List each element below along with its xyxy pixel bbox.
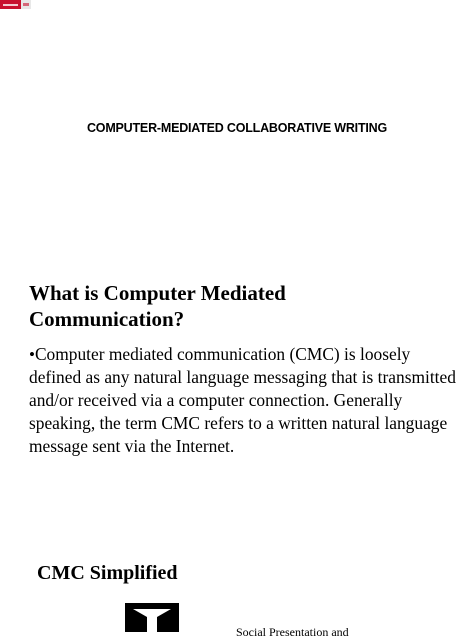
bullet-marker: • [29, 345, 35, 364]
publisher-logo [0, 0, 31, 9]
definition-text: Computer mediated communication (CMC) is loosely defined as any natural language messaging that is transmitted and/or received via a computer connection. Generally speaking, the term CMC refers to a written natural language message sent via the Internet. [29, 344, 456, 456]
diagram-figure [125, 603, 179, 632]
section-heading-line-2: Communication? [29, 307, 185, 331]
logo-red-block [0, 0, 21, 9]
diagram-caption: Social Presentation and [236, 625, 349, 639]
logo-tail [21, 0, 31, 9]
section-heading [29, 280, 449, 332]
cmc-simplified-heading: CMC Simplified [37, 562, 178, 584]
slide-title: COMPUTER-MEDIATED COLLABORATIVE WRITING [86, 121, 388, 135]
section-heading-line-1: What is Computer Mediated [29, 281, 286, 305]
definition-paragraph [29, 343, 459, 458]
